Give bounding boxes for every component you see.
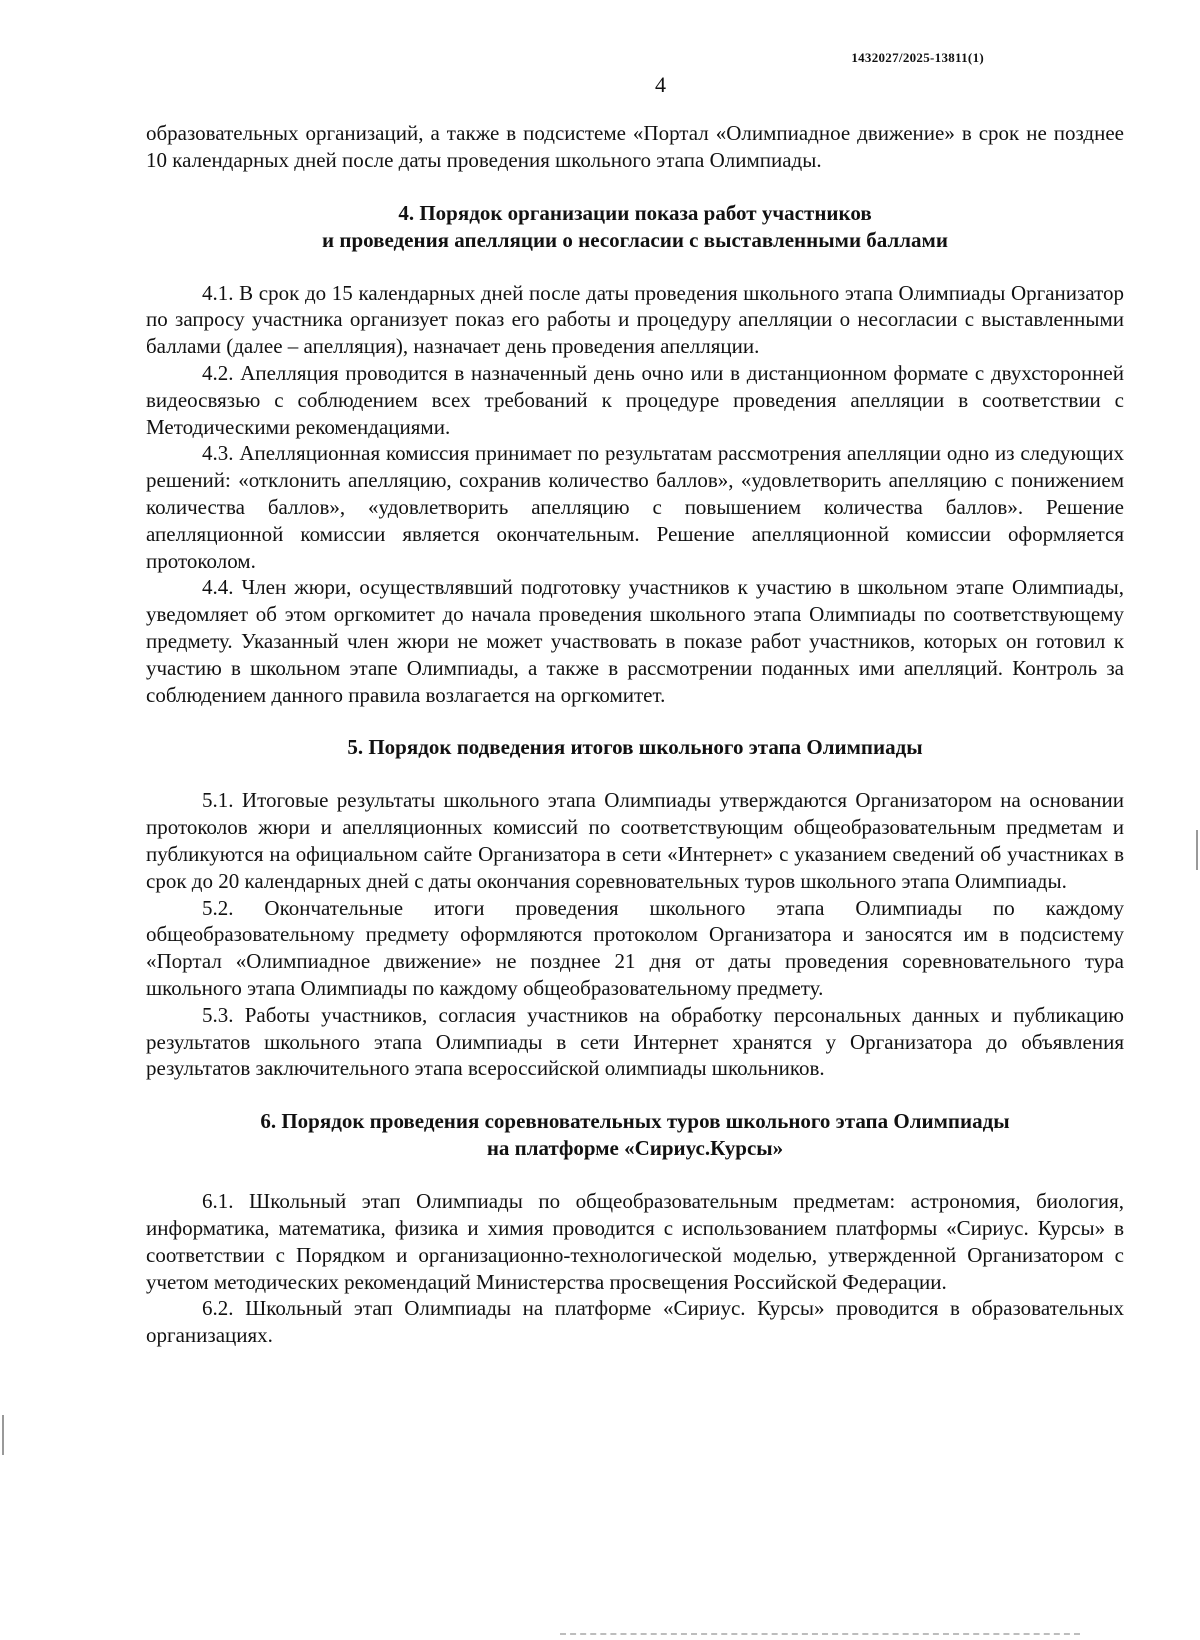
- section-title-line: 6. Порядок проведения соревновательных туров школьного этапа Олимпиады: [260, 1109, 1010, 1134]
- section-title-line: на платформе «Сириус.Курсы»: [486, 1136, 784, 1161]
- paragraph-4-2: 4.2. Апелляция проводится в назначенный день очно или в дистанционном формате с двухсторонней видеосвязью с соблюдением всех требований к процедуре проведения апелляции в соответствии с Методическими рекомендациями.: [146, 360, 1124, 439]
- section-title-line: и проведения апелляции о несогласии с выставленными баллами: [322, 227, 948, 252]
- paragraph-5-3: 5.3. Работы участников, согласия участников на обработку персональных данных и публикацию результатов школьного этапа Олимпиады в сети Интернет хранятся у Организатора до объявления результатов заключительного этапа всероссийской олимпиады школьников.: [146, 1002, 1124, 1081]
- paragraph-4-1: 4.1. В срок до 15 календарных дней после даты проведения школьного этапа Олимпиады Организатор по запросу участника организует показ его работы и процедуру апелляции о несогласии с выставленными баллами (далее – апелляция), назначает день проведения апелляции.: [146, 280, 1124, 359]
- section-title-line: 5. Порядок подведения итогов школьного этапа Олимпиады: [347, 735, 923, 760]
- page-number: 4: [655, 72, 666, 97]
- paragraph-4-4: 4.4. Член жюри, осуществлявший подготовку участников к участию в школьном этапе Олимпиады, уведомляет об этом оргкомитет до начала проведения школьного этапа Олимпиады по соответствующему предмету. Указанный член жюри не может участвовать в показе работ участников, которых он готовил к участию в школьном этапе Олимпиады, а также в рассмотрении поданных ими апелляций. Контроль за соблюдением данного правила возлагается на оргкомитет.: [146, 575, 1124, 707]
- intro-paragraph: образовательных организаций, а также в подсистеме «Портал «Олимпиадное движение» в срок не позднее 10 календарных дней после даты проведения школьного этапа Олимпиады.: [146, 121, 1124, 172]
- paragraph-5-1: 5.1. Итоговые результаты школьного этапа Олимпиады утверждаются Организатором на основании протоколов жюри и апелляционных комиссий по соответствующим общеобразовательным предметам и публикуются на официальном сайте Организатора в сети «Интернет» с указанием сведений об участниках в срок до 20 календарных дней с даты окончания соревновательных туров школьного этапа Олимпиады.: [146, 788, 1124, 893]
- section-6-heading: [146, 1108, 1124, 1162]
- paragraph-5-2: 5.2. Окончательные итоги проведения школьного этапа Олимпиады по каждому общеобразовательному предмету оформляются протоколом Организатора и заносятся им в подсистему «Портал «Олимпиадное движение» не позднее 21 дня от даты проведения соревновательного тура школьного этапа Олимпиады по каждому общеобразовательному предмету.: [146, 895, 1124, 1000]
- section-title-line: 4. Порядок организации показа работ участников: [398, 200, 872, 225]
- paragraph-6-1: 6.1. Школьный этап Олимпиады по общеобразовательным предметам: астрономия, биология, информатика, математика, физика и химия проводится с использованием платформы «Сириус. Курсы» в соответствии с Порядком и организационно-технологической моделью, утвержденной Организатором с учетом методических рекомендаций Министерства просвещения Российской Федерации.: [146, 1189, 1124, 1294]
- document-id: 1432027/2025-13811(1): [851, 50, 984, 65]
- paragraph-4-3: 4.3. Апелляционная комиссия принимает по результатам рассмотрения апелляции одно из следующих решений: «отклонить апелляцию, сохранив количество баллов», «удовлетворить апелляцию с понижением количества баллов», «удовлетворить апелляцию с повышением количества баллов». Решение апелляционной комиссии является окончательным. Решение апелляционной комиссии оформляется протоколом.: [146, 441, 1124, 573]
- section-4-heading: [146, 200, 1124, 254]
- scan-bottom-line: [560, 1633, 1080, 1636]
- scan-edge-mark: [2, 1415, 4, 1455]
- paragraph-6-2: 6.2. Школьный этап Олимпиады на платформе «Сириус. Курсы» проводится в образовательных организациях.: [146, 1296, 1124, 1348]
- section-5-heading: [146, 734, 1124, 761]
- document-body: [146, 120, 1124, 1349]
- scan-edge-mark: [1196, 830, 1198, 870]
